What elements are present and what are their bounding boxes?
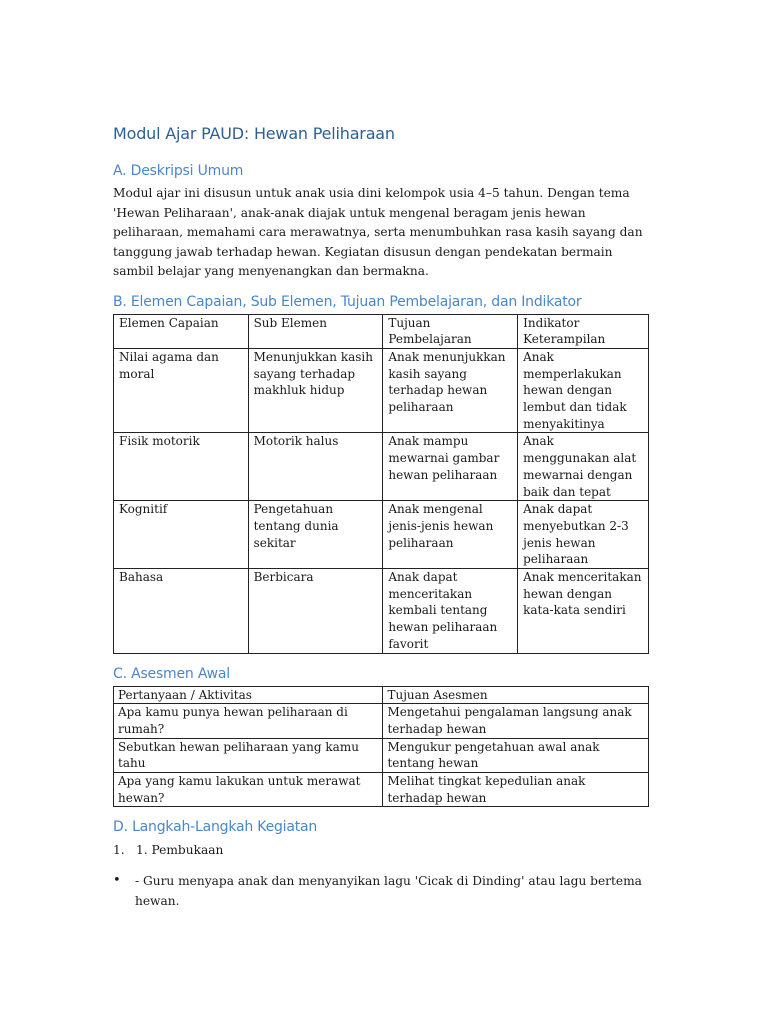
step-number: 1.	[113, 843, 125, 858]
bullet-dot-icon: •	[113, 873, 121, 889]
table-cell: Bahasa	[114, 569, 249, 654]
section-d-heading: D. Langkah-Langkah Kegiatan	[113, 819, 318, 836]
table-cell: Anak dapat menceritakan kembali tentang hewan peliharaan favorit	[383, 569, 518, 654]
table-cell: Anak dapat menyebutkan 2-3 jenis hewan peliharaan	[518, 501, 649, 569]
table-cell: Pengetahuan tentang dunia sekitar	[248, 501, 383, 569]
header-cell: Indikator Keterampilan	[518, 314, 649, 348]
bullet-list	[113, 871, 653, 911]
table-cell: Apa yang kamu lakukan untuk merawat hewan?	[114, 773, 383, 807]
table-cell: Motorik halus	[248, 433, 383, 501]
table-header-row	[114, 686, 649, 704]
section-a-text: Modul ajar ini disusun untuk anak usia dini kelompok usia 4–5 tahun. Dengan tema 'Hewan Peliharaan', anak-anak diajak untuk mengenal beragam jenis hewan peliharaan, memahami cara merawatnya, serta menumbuhkan rasa kasih sayang dan tanggung jawab terhadap hewan. Kegiatan disusun dengan pendekatan bermain sambil belajar yang menyenangkan dan bermakna.	[113, 186, 643, 278]
table-row	[114, 773, 649, 807]
table-cell: Nilai agama dan moral	[114, 348, 249, 433]
section-b-heading: B. Elemen Capaian, Sub Elemen, Tujuan Pembelajaran, dan Indikator	[113, 293, 582, 310]
table-cell: Kognitif	[114, 501, 249, 569]
table-cell: Fisik motorik	[114, 433, 249, 501]
table-row	[114, 433, 649, 501]
table-cell: Anak mengenal jenis-jenis hewan peliharaan	[383, 501, 518, 569]
table-cell: Anak memperlakukan hewan dengan lembut dan tidak menyakitinya	[518, 348, 649, 433]
table-cell: Berbicara	[248, 569, 383, 654]
bullet-item	[113, 871, 653, 911]
table-row	[114, 704, 649, 738]
header-cell: Sub Elemen	[248, 314, 383, 348]
table-row	[114, 738, 649, 772]
table-cell: Menunjukkan kasih sayang terhadap makhluk hidup	[248, 348, 383, 433]
section-c-heading: C. Asesmen Awal	[113, 665, 230, 682]
table-row	[114, 501, 649, 569]
document-title: Modul Ajar PAUD: Hewan Peliharaan	[113, 124, 395, 143]
table-cell: Apa kamu punya hewan peliharaan di rumah?	[114, 704, 383, 738]
table-cell: Sebutkan hewan peliharaan yang kamu tahu	[114, 738, 383, 772]
header-cell: Pertanyaan / Aktivitas	[114, 686, 383, 704]
table-cell: Anak menunjukkan kasih sayang terhadap hewan peliharaan	[383, 348, 518, 433]
table-row	[114, 569, 649, 654]
header-cell: Elemen Capaian	[114, 314, 249, 348]
table-cell: Anak mampu mewarnai gambar hewan peliharaan	[383, 433, 518, 501]
table-header-row	[114, 314, 649, 348]
bullet-text: - Guru menyapa anak dan menyanyikan lagu 'Cicak di Dinding' atau lagu bertema hewan.	[135, 874, 642, 909]
header-cell: Tujuan Asesmen	[383, 686, 649, 704]
table-cell: Anak menggunakan alat mewarnai dengan baik dan tepat	[518, 433, 649, 501]
section-a-heading: A. Deskripsi Umum	[113, 163, 244, 179]
header-cell: Tujuan Pembelajaran	[383, 314, 518, 348]
step-item	[113, 841, 653, 859]
asesmen-table	[113, 686, 649, 808]
document-page	[113, 124, 653, 911]
capaian-table	[113, 314, 649, 654]
table-row	[114, 348, 649, 433]
steps-list	[113, 841, 653, 859]
table-cell: Melihat tingkat kepedulian anak terhadap hewan	[383, 773, 649, 807]
table-cell: Anak menceritakan hewan dengan kata-kata sendiri	[518, 569, 649, 654]
step-text: 1. Pembukaan	[136, 843, 224, 858]
table-cell: Mengukur pengetahuan awal anak tentang hewan	[383, 738, 649, 772]
table-cell: Mengetahui pengalaman langsung anak terhadap hewan	[383, 704, 649, 738]
